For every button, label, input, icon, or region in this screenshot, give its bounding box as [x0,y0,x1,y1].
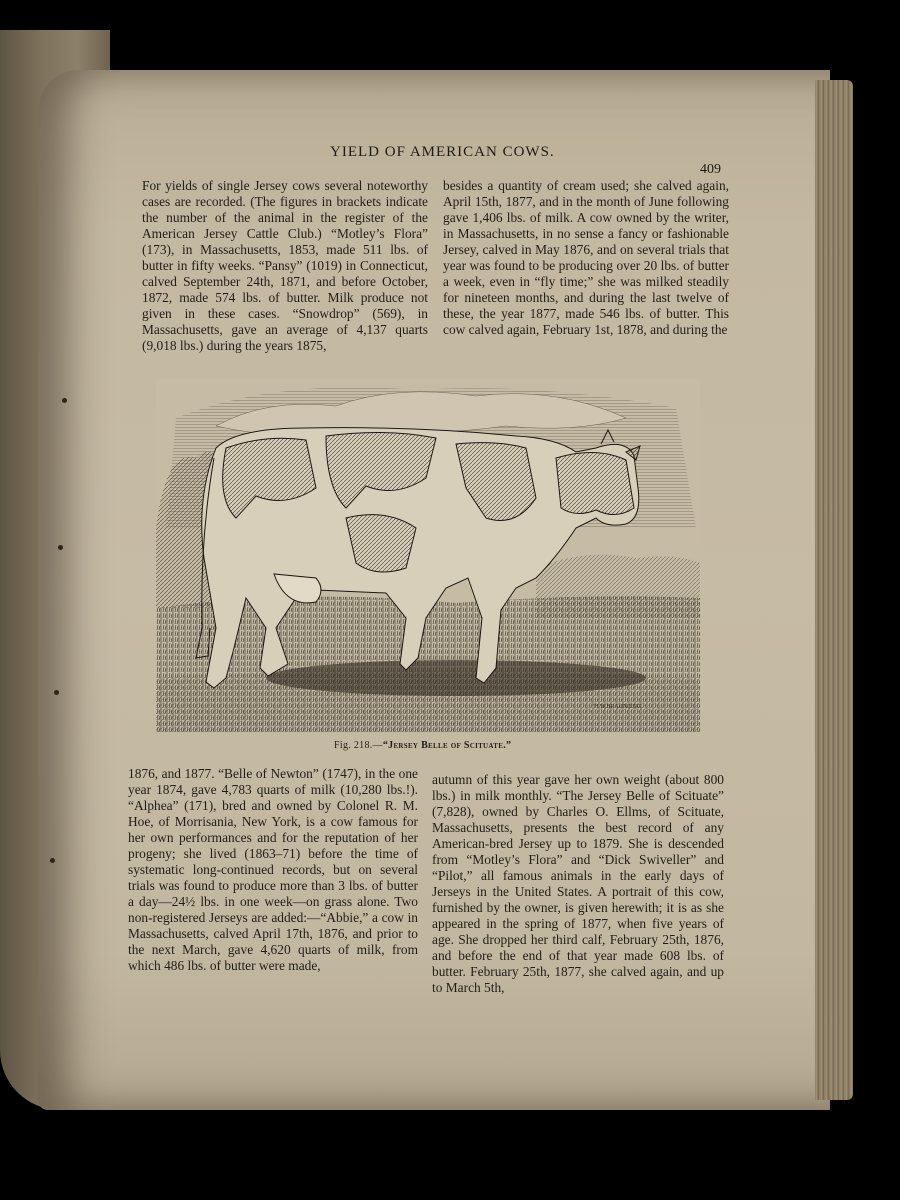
text-column-top-right [443,178,729,338]
caption-title: “Jersey Belle of Scituate.” [382,740,512,751]
page-stack-edge [815,80,853,1100]
margin-mark [50,858,55,863]
paragraph: 1876, and 1877. “Belle of Newton” (1747), in the one year 1874, gave 4,783 quarts of milk (10,280 lbs.!). “Alphea” (171), bred and owned by Colonel R. M. Hoe, of Morrisania, New York, is a cow famous for her own performances and for the reputation of her progeny; she lived (1863–71) before the time of systematic long-continued records, but on several trials was found to produce more than 3 lbs. of butter a day—24½ lbs. in one week—on grass alone. Two non-registered Jerseys are added:—“Abbie,” a cow in Massachusetts, calved April 17th, 1876, and prior to the next March, gave 4,620 quarts of milk, from which 486 lbs. of butter were made, [128,766,418,973]
margin-mark [54,690,59,695]
text-column-bottom-right [432,772,724,996]
cow-engraving-figure [156,378,700,732]
paragraph: besides a quantity of cream used; she calved again, April 15th, 1877, and in the month of June following gave 1,406 lbs. of milk. A cow owned by the writer, in Massachusetts, in no sense a fancy or fashionable Jersey, calved in May 1876, and on several trials that year was found to be producing over 20 lbs. of butter a week, even in “fly time;” she was milked steadily for nineteen months, and during the last twelve of these, the year 1877, made 546 lbs. of butter. This cow calved again, February 1st, 1878, and during the [443,178,729,337]
text-column-top-left [142,178,428,354]
margin-mark [62,398,67,403]
paragraph: For yields of single Jersey cows several noteworthy cases are recorded. (The figures in brackets indicate the number of the animal in the register of the American Jersey Cattle Club.) “Motley’s Flora” (173), in Massachusetts, 1853, made 511 lbs. of butter in fifty weeks. “Pansy” (1019) in Connecticut, calved September 24th, 1871, and before October, 1872, made 574 lbs. of butter. Milk produce not given in these cases. “Snowdrop” (569), in Massachusetts, gave an average of 4,137 quarts (9,018 lbs.) during the years 1875, [142,178,428,353]
engraver-mark: H.W.BRAUN.ENG [594,704,642,710]
figure-caption [334,740,511,751]
caption-prefix: Fig. 218.— [334,740,383,751]
running-head: YIELD OF AMERICAN COWS. [330,144,555,160]
page-number: 409 [700,162,721,177]
paragraph: autumn of this year gave her own weight (about 800 lbs.) in milk monthly. “The Jersey Belle of Scituate” (7,828), owned by Charles O. Ellms, of Scituate, Massachusetts, presents the best record of any American-bred Jersey up to 1879. She is descended from “Motley’s Flora” and “Dick Swiveller” and “Pilot,” all famous animals in the early days of Jerseys in the United States. A portrait of this cow, furnished by the owner, is given herewith; it is as she appeared in the spring of 1877, when five years of age. She dropped her third calf, February 25th, 1876, and before the end of that year made 608 lbs. of butter. February 25th, 1877, she calved again, and up to March 5th, [432,772,724,995]
margin-mark [58,545,63,550]
text-column-bottom-left [128,766,418,974]
